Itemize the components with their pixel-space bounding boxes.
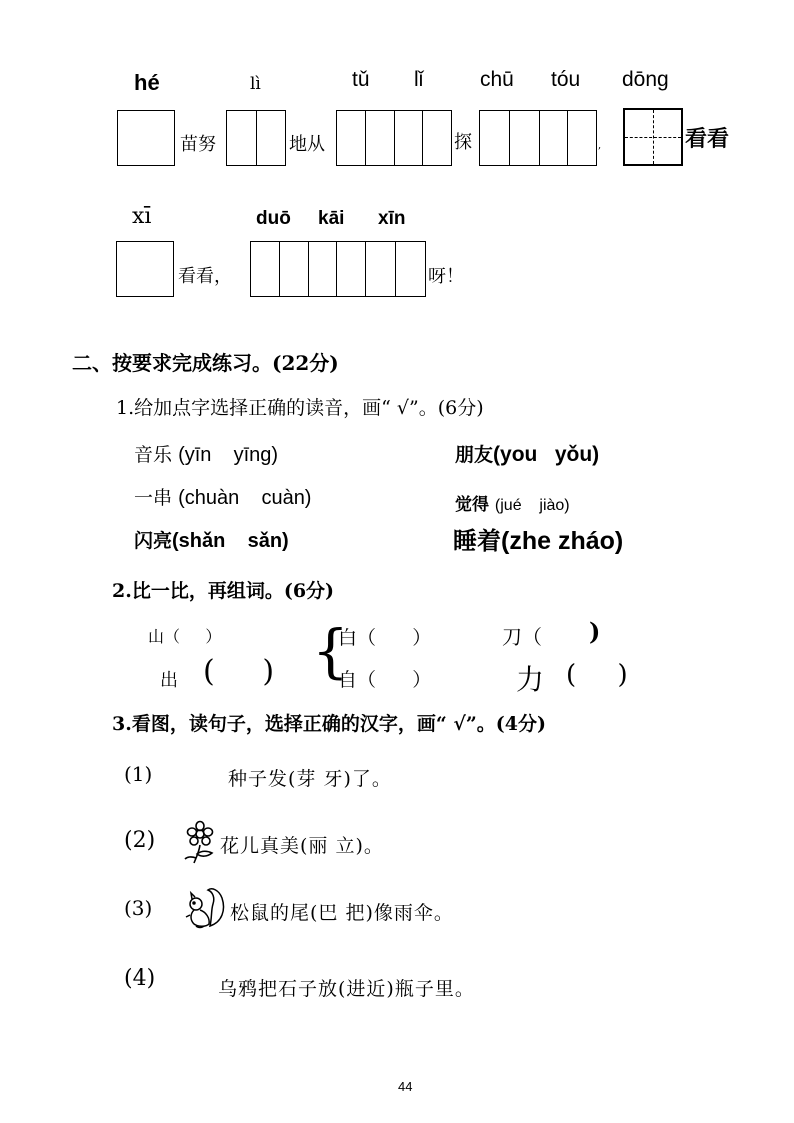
answer-box-duokaixin[interactable] <box>250 241 426 297</box>
answer-box-tuli[interactable] <box>336 110 452 166</box>
q3-title: 3.看图，读句子，选择正确的汉字，画“ √”。(4分) <box>112 713 546 735</box>
brace-icon: { <box>312 617 349 685</box>
q1-options[interactable]: (you yǒu) <box>493 443 600 466</box>
q3-num-2: (2) <box>124 828 156 853</box>
q1-item-shanliang <box>134 526 289 553</box>
q1-word: 闪亮 <box>134 530 173 552</box>
q1-options[interactable]: (chuàn cuàn) <box>178 487 312 509</box>
q1-item-pengyou <box>455 440 599 467</box>
q2-shan[interactable]: 山（ ） <box>148 627 222 646</box>
q3-sentence-3[interactable]: 松鼠的尾(巴 把)像雨伞。 <box>230 902 454 924</box>
q2-dao[interactable]: 刀（ <box>502 625 542 649</box>
text-kankan2: 看看， <box>178 266 232 287</box>
q2-zi[interactable]: 自（ ） <box>338 669 432 691</box>
q1-item-shuizhao <box>453 521 623 556</box>
flower-icon <box>182 820 218 864</box>
q3-num-3: (3) <box>124 896 153 920</box>
text-comma: , <box>598 140 602 151</box>
q1-options[interactable]: (yīn yīng) <box>178 444 279 466</box>
pinyin-he: hé <box>134 70 160 95</box>
pinyin-kai: kāi <box>318 208 345 229</box>
text-tan: 探 <box>454 132 472 153</box>
q3-num-1: (1) <box>124 762 153 786</box>
q2-chu: 出 <box>160 670 178 691</box>
q3-sentence-2[interactable]: 花儿真美(丽 立)。 <box>220 835 384 857</box>
answer-box-he[interactable] <box>117 110 175 166</box>
page-number: 44 <box>398 1079 413 1094</box>
q1-options[interactable]: (jué jiào) <box>494 497 570 514</box>
q2-li: 力 <box>516 663 545 696</box>
q3-sentence-1[interactable]: 种子发(芽 牙)了。 <box>228 768 392 790</box>
q2-dao-close: ) <box>589 617 601 646</box>
answer-box-chutou[interactable] <box>479 110 597 166</box>
pinyin-chu: chū <box>480 68 514 91</box>
pinyin-xi: xī <box>132 204 152 229</box>
q1-word: 睡着 <box>453 526 501 555</box>
pinyin-xin: xīn <box>378 208 406 229</box>
q1-word: 觉得 <box>455 495 489 515</box>
tianzige-box-dong[interactable] <box>623 108 683 166</box>
q1-options[interactable]: (shǎn sǎn) <box>172 530 289 552</box>
answer-box-li[interactable] <box>226 110 286 166</box>
pinyin-dong: dōng <box>622 68 669 91</box>
pinyin-li3: lǐ <box>414 68 424 91</box>
q2-title: 2.比一比，再组词。(6分) <box>112 580 335 602</box>
q3-sentence-4[interactable]: 乌鸦把石子放(进近)瓶子里。 <box>218 978 475 1000</box>
text-miaonu: 苗努 <box>180 134 216 155</box>
text-kankan1: 看看 <box>685 126 730 152</box>
q1-item-juede <box>455 490 570 515</box>
q2-li-paren[interactable]: ( ) <box>566 660 628 690</box>
q3-num-4: (4) <box>124 966 156 991</box>
pinyin-tu: tǔ <box>352 68 370 91</box>
q1-word: 音乐 <box>134 444 173 466</box>
answer-box-xi[interactable] <box>116 241 174 297</box>
q1-options[interactable]: (zhe zháo) <box>501 527 624 555</box>
q1-word: 朋友 <box>455 444 494 466</box>
text-dicong: 地从 <box>289 134 325 155</box>
pinyin-duo: duō <box>256 208 291 229</box>
q1-item-yichuan <box>134 483 311 510</box>
q1-title: 1.给加点字选择正确的读音，画“ √”。(6分) <box>116 397 484 419</box>
pinyin-tou: tóu <box>551 68 581 91</box>
q2-bai[interactable]: 白（ ） <box>338 627 432 649</box>
pinyin-li4: lì <box>250 74 261 94</box>
section2-title: 二、按要求完成练习。(22分) <box>72 351 339 375</box>
text-ya: 呀！ <box>428 266 464 287</box>
q2-chu-paren[interactable]: ( ) <box>203 654 275 689</box>
squirrel-icon <box>182 884 228 930</box>
q1-item-yinyue <box>134 440 278 467</box>
q1-word: 一串 <box>134 487 173 509</box>
